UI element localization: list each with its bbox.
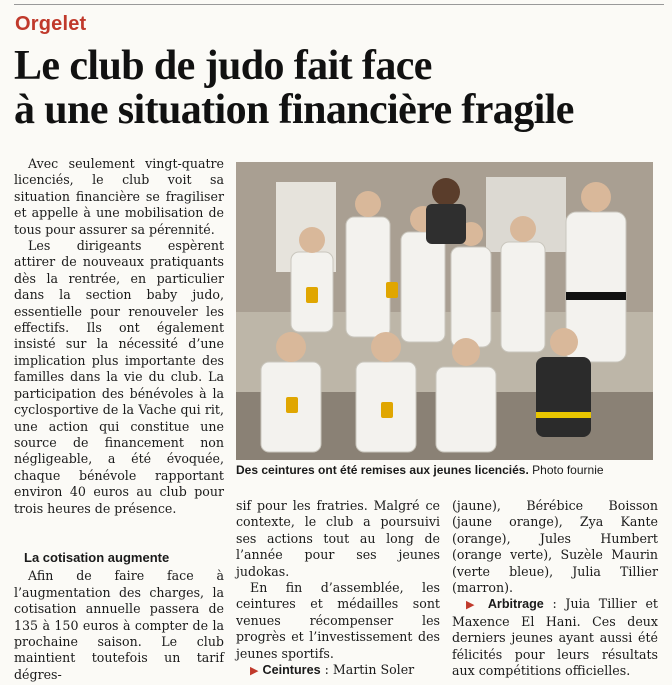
judo-group-photo-illustration [236,162,653,460]
photo-caption [236,463,656,478]
subheading: La cotisation augmente [24,550,170,565]
refereeing-text: : Juia Tillier et Maxence El Hani. Ces deux derniers jeunes ayant aussi été félicités pour leurs résultats aux compétitions officielles. [452,596,658,679]
locality-kicker: Orgelet [15,13,87,35]
caption-text: Des ceintures ont été remises aux jeunes licenciés. [236,463,529,477]
column-2 [236,498,440,679]
belts-continuation: (jaune), Bérébice Boisson (jaune orange), Zya Kante (orange), Jules Humbert (orange verte), Suzèle Maurin (verte bleue), Julia Tillier (marron). [452,498,658,596]
body-paragraph: sif pour les fratries. Malgré ce contexte, le club a poursuivi ses actions tout au long de l’année pour ses jeunes judokas. [236,498,440,579]
column-1 [14,156,224,517]
article-photo [236,162,653,460]
bullet-triangle-icon: ▶ [466,598,480,612]
belts-paragraph [236,662,440,679]
column-1-bottom [14,550,224,683]
headline-line-2: à une situation financière fragile [14,87,574,133]
lead-paragraph: Avec seulement vingt-quatre licenciés, le club voit sa situation financière se fragiliser et appelle à une mobilisation de tous pour assurer sa pérennité. [14,156,224,237]
body-paragraph: En fin d’assemblée, les ceintures et médailles sont venues récompenser les progrès et l’investissement des jeunes sportifs. [236,580,440,661]
belts-label: Ceintures [262,663,321,678]
bullet-triangle-icon: ▶ [250,664,259,678]
body-paragraph: Les dirigeants espèrent attirer de nouveaux pratiquants dès la rentrée, en particulier dans la section baby judo, essentielle pour renouveler les effectifs. Ils ont également insisté sur la nécessité d’une implication plus importante des familles dans la vie du club. La participation des bénévoles à la cyclosportive de la Vache qui rit, une action qui constitue une source de financement non négligeable, a été évoquée, chaque bénévole rapportant environ 40 euros au club pour trois heures de présence. [14,238,224,516]
headline-line-1: Le club de judo fait face [14,43,432,89]
belts-text: : Martin Soler [320,662,415,678]
column-3 [452,498,658,679]
headline [14,44,664,132]
refereeing-paragraph [452,596,658,679]
body-paragraph: Afin de faire face à l’augmentation des charges, la cotisation annuelle passera de 135 à 150 euros à compter de la prochaine saison. Le club maintient toutefois un tarif dégres- [14,568,224,682]
photo-credit: Photo fournie [528,463,604,477]
top-rule [14,4,664,5]
refereeing-label: Arbitrage [487,597,544,612]
